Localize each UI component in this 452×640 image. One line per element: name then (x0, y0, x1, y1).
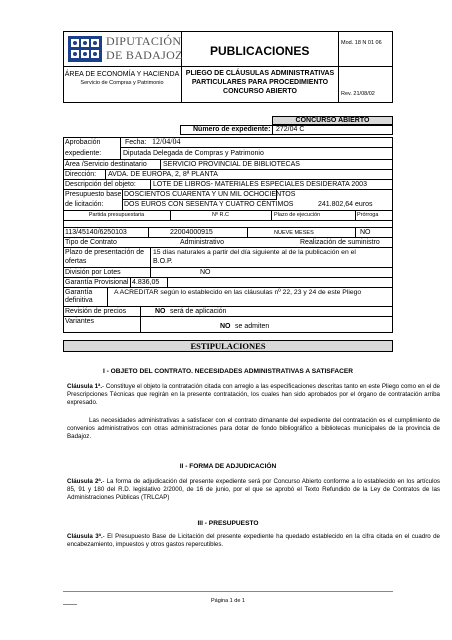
logo-line-2: DE BADAJOZ (106, 48, 183, 62)
presupuesto-words-2: DOS EUROS CON SESENTA Y CUATRO CÉNTIMOS (124, 201, 294, 208)
division-value: NO (200, 268, 211, 276)
presupuesto-amount: 241.802,64 euros (318, 201, 373, 208)
clause-1-text: - Constituye el objeto la contratación citada con arreglo a las especificaciones descritas tanto en este Pliego como en el de Prescripciones Técnicas que regirán en la presente contratación, los cuales han sido aprobados por el órgano de contratación arriba expresado. (67, 383, 440, 407)
logo-crest-icon (68, 36, 102, 62)
area-label: ÁREA DE ECONOMÍA Y HACIENDA (64, 71, 180, 78)
clause-1-para-2-text: Las necesidades administrativas a satisfacer con el contrato dimanante del expediente del contratación es el cumplimiento de convenios administrativos con otras administraciones para dotar de fondo bibliográfico a bibliotecas municipales de la provincia de Badajoz. (67, 417, 440, 441)
clause-1 (67, 383, 440, 408)
row-line (63, 220, 393, 221)
col-line (120, 137, 121, 159)
fecha-label: Fecha: (125, 139, 147, 146)
expediente-word: expediente: (65, 150, 102, 157)
col-line (130, 277, 131, 287)
clause-2-label: Cláusula 2ª. (67, 478, 103, 485)
page-number: Página 1 de 1 (211, 598, 245, 604)
clause-3-label: Cláusula 3ª. (67, 533, 103, 540)
col-line (150, 247, 151, 267)
plazo-value: NUEVE MESES (274, 230, 314, 236)
col-line (148, 227, 149, 237)
pliego-line-2: PARTICULARES PARA PROCEDIMIENTO (191, 79, 329, 86)
col-line (170, 210, 171, 220)
nrc-value: 22004000915 (170, 229, 213, 236)
row-line (122, 199, 276, 200)
expediente-divider (272, 125, 273, 135)
row-line (63, 316, 393, 317)
fecha-value: 12/04/04 (152, 137, 181, 146)
presupuesto-words-1: DOSCIENTOS CUARENTA Y UN MIL OCHOCIENTOS (124, 191, 296, 198)
tipo-value: Administrativo (180, 238, 224, 246)
row-line (63, 247, 393, 248)
col-line (150, 267, 151, 277)
col-line (160, 159, 161, 169)
concurso-tag-label: CONCURSO ABIERTO (295, 116, 370, 124)
clause-3-text: - El Presupuesto Base de Licitación del presente expediente ha quedado establecido en la cifra citada en el cuadro de encabezamiento, impuestos y otros gastos repercutibles. (67, 533, 441, 549)
area-servicio-value: SERVICIO PROVINCIAL DE BIBLIOTECAS (163, 160, 300, 168)
plazo-pres-value-2: B.O.P. (153, 258, 173, 265)
realizacion-value: Realización de suministro (300, 238, 380, 246)
garantia-def-label-2: definitiva (65, 297, 93, 304)
garantia-def-value: A ACREDITAR según lo establecido en las cláusulas nº 22, 23 y 24 de este Pliego (114, 288, 362, 296)
presupuesto-label-2: de licitación: (65, 201, 104, 208)
aprobacion-value: Diputada Delegada de Compras y Patrimonio (123, 150, 264, 157)
col-line (150, 179, 151, 189)
area-servicio-label: Área /Servicio destinatario (65, 160, 147, 168)
col-line (140, 306, 141, 316)
partida-value: 113/45140/6250103 (65, 229, 127, 236)
header-divider-2 (338, 31, 339, 103)
prorroga-value: NO (360, 229, 371, 236)
row-line (63, 210, 393, 211)
logo-line-1: DIPUTACIÓN (106, 34, 182, 48)
descripcion-value: LOTE DE LIBROS- MATERIALES ESPECIALES DESIDERATA 2003 (153, 180, 367, 188)
clause-3 (67, 533, 440, 549)
pliego-line-1: PLIEGO DE CLÁUSULAS ADMINISTRATIVAS (185, 70, 335, 77)
variantes-no: NO (220, 323, 231, 330)
col-line (107, 287, 108, 306)
col-line (271, 210, 272, 220)
division-label: División por Lotes (65, 268, 121, 276)
pliego-line-3: CONCURSO ABIERTO (223, 88, 297, 95)
revision-value: será de aplicación (170, 307, 227, 315)
plazo-pres-value-1: 15 días naturales a partir del día siguiente al de la publicación en el (153, 249, 356, 256)
direccion-value: AVDA. DE EUROPA, 2, 8ª PLANTA (108, 170, 218, 178)
rev-code: Rev. 21/08/02 (341, 91, 375, 97)
revision-label: Revisión de precios (65, 307, 127, 315)
aprobacion-label: Aprobación (65, 139, 101, 146)
direccion-label: Dirección: (65, 170, 97, 178)
clause-1-para-2 (67, 417, 440, 442)
page-title: PUBLICACIONES (210, 44, 310, 58)
row-line (120, 147, 393, 148)
plazo-pres-label-1: Plazo de presentación de (65, 249, 144, 256)
plazo-pres-label-2: ofertas (65, 258, 87, 265)
mod-code: Mod. 18 N 01 06 (341, 40, 382, 46)
presupuesto-label-1: Presupuesto base (65, 191, 122, 198)
tipo-label: Tipo de Contrato (65, 238, 117, 246)
garantia-def-label-1: Garantía (65, 288, 93, 296)
clause-1-label: Cláusula 1ª. (67, 383, 103, 390)
col-line (355, 210, 356, 220)
col-partida: Partida presupuestaria (88, 212, 145, 218)
col-prorroga: Prórroga (357, 212, 379, 218)
section-3-heading: III - PRESUPUESTO (197, 520, 259, 527)
garantia-prov-label: Garantía Provisional (65, 278, 129, 286)
col-line (276, 189, 277, 200)
garantia-prov-value: 4.836,05 (132, 278, 160, 286)
col-line (247, 227, 248, 237)
clause-2 (67, 478, 440, 503)
footer-rule (63, 591, 393, 592)
section-1-heading: I - OBJETO DEL CONTRATO. NECESIDADES ADMINISTRATIVAS A SATISFACER (102, 368, 354, 375)
revision-no: NO (155, 307, 166, 315)
row-line (63, 227, 393, 228)
expediente-value: 272/04 C (276, 126, 305, 133)
col-line (355, 227, 356, 237)
col-plazo: Plazo de ejecución (274, 212, 321, 218)
col-line (167, 277, 168, 287)
col-line (140, 316, 141, 333)
variantes-label: Variantes (65, 317, 95, 325)
section-2-heading: II - FORMA DE ADJUDICACIÓN (179, 463, 277, 470)
expediente-label: Número de expediente: (193, 126, 271, 133)
estipulaciones-heading: ESTIPULACIONES (190, 341, 266, 351)
variantes-value: se admiten (235, 323, 270, 330)
clause-2-text: - La forma de adjudicación del presente expediente será por Concurso Abierto conforme a lo establecido en los artículos 85, 91 y 180 del R.D. legislativo 2/2000, de 16 de junio, por el que se aprobó el Texto Refundido de la Ley de Contratos de las Administraciones Públicas (TRLCAP) (67, 478, 440, 502)
descripcion-label: Descripción del objeto: (65, 180, 136, 188)
row-line (63, 189, 393, 190)
service-label: Servicio de Compras y Patrimonio (80, 80, 164, 86)
header-hline (63, 66, 393, 67)
col-nrc: Nº R.C (212, 212, 229, 218)
col-line (105, 169, 106, 179)
